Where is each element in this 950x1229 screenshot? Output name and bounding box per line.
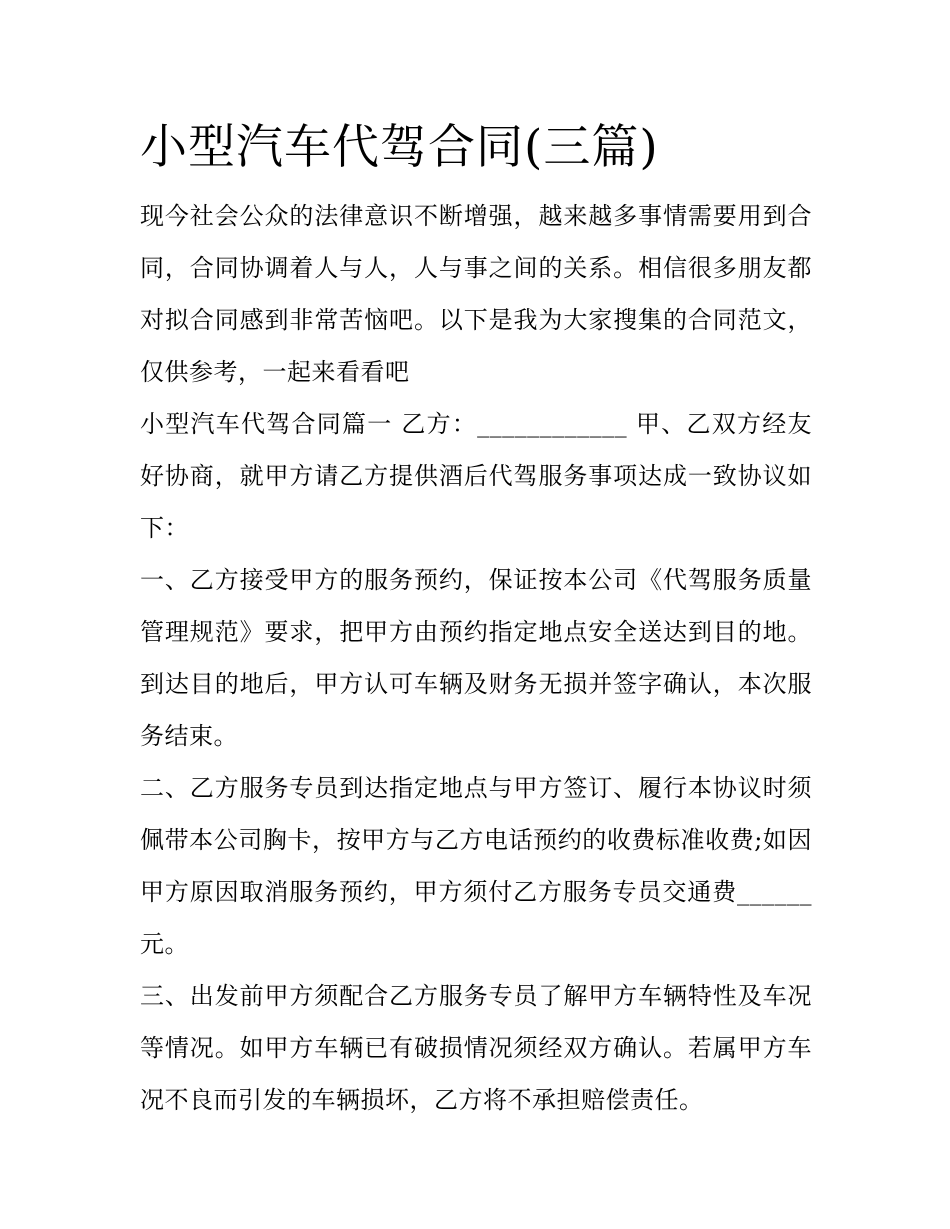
document-title: 小型汽车代驾合同(三篇)	[140, 120, 659, 175]
clause-three-paragraph: 三、出发前甲方须配合乙方服务专员了解甲方车辆特性及车况等情况。如甲方车辆已有破损情况须经双方确认。若属甲方车况不良而引发的车辆损坏，乙方将不承担赔偿责任。	[140, 982, 812, 1114]
intro-paragraph: 现今社会公众的法律意识不断增强，越来越多事情需要用到合同，合同协调着人与人，人与事之间的关系。相信很多朋友都对拟合同感到非常苦恼吧。以下是我为大家搜集的合同范文，仅供参考，一起来看看吧	[140, 202, 812, 386]
contract-preamble-paragraph: 小型汽车代驾合同篇一 乙方：____________ 甲、乙双方经友好协商，就甲方请乙方提供酒后代驾服务事项达成一致协议如下：	[140, 410, 812, 542]
document-page	[140, 110, 812, 1126]
clause-one-paragraph: 一、乙方接受甲方的服务预约，保证按本公司《代驾服务质量管理规范》要求，把甲方由预约指定地点安全送达到目的地。到达目的地后，甲方认可车辆及财务无损并签字确认，本次服务结束。	[140, 566, 812, 750]
clause-two-paragraph: 二、乙方服务专员到达指定地点与甲方签订、履行本协议时须佩带本公司胸卡，按甲方与乙方电话预约的收费标准收费;如因甲方原因取消服务预约，甲方须付乙方服务专员交通费______元。	[140, 774, 812, 958]
